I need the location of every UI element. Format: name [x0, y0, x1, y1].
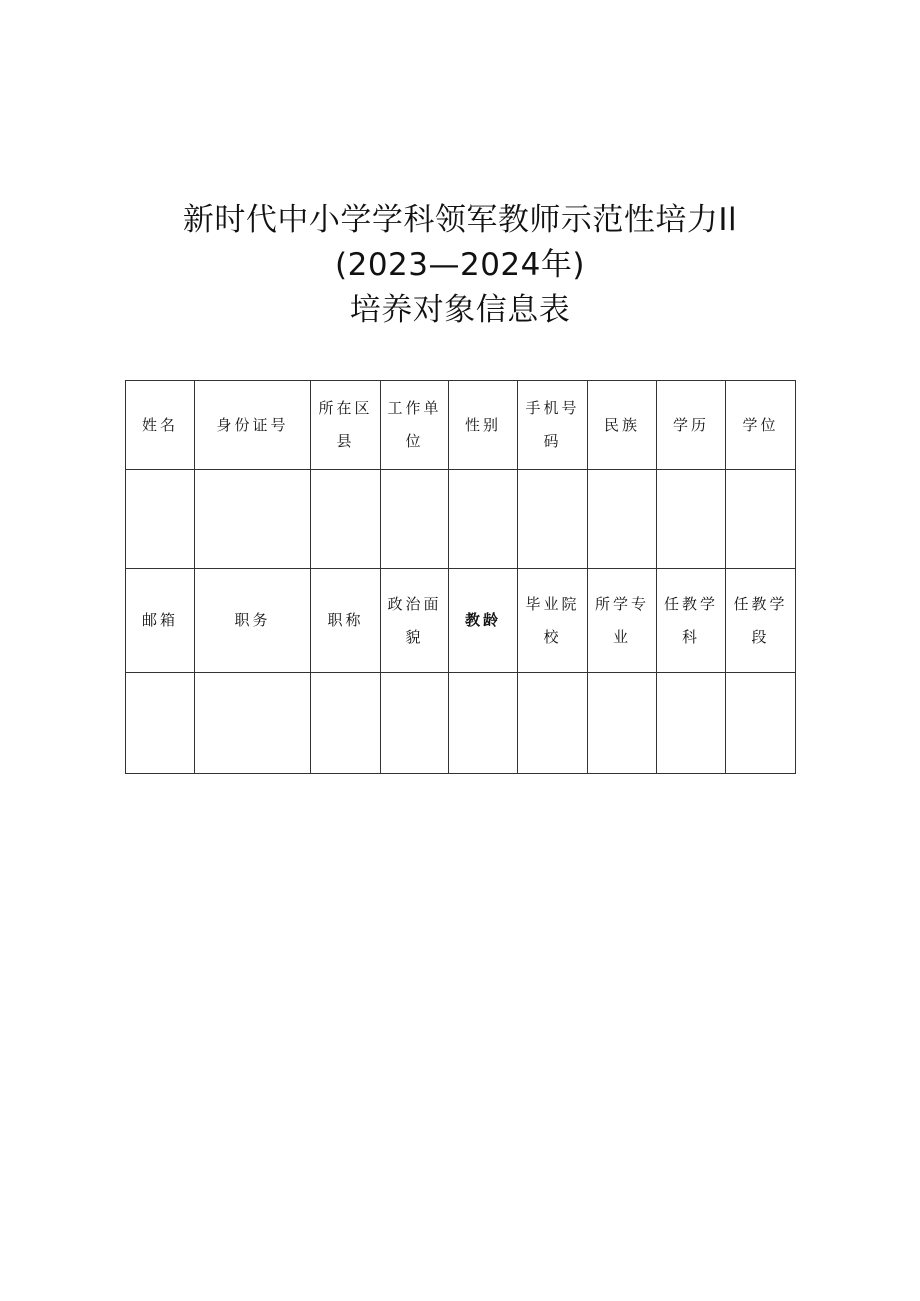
input-cell-major[interactable]	[588, 673, 657, 774]
header-row-2	[126, 569, 796, 673]
header-cell-id-number: 身份证号	[195, 381, 311, 470]
input-cell-position[interactable]	[195, 673, 311, 774]
header-cell-gender: 性别	[449, 381, 518, 470]
input-cell-ethnicity[interactable]	[588, 470, 657, 569]
title-line-1: 新时代中小学学科领军教师示范性培力Il	[182, 202, 738, 238]
header-cell-phone: 手机号码	[518, 381, 588, 470]
input-row-2	[126, 673, 796, 774]
input-cell-district[interactable]	[311, 470, 381, 569]
input-cell-teaching-level[interactable]	[726, 673, 796, 774]
input-cell-degree[interactable]	[726, 470, 796, 569]
input-cell-teaching-subject[interactable]	[657, 673, 726, 774]
document-title	[0, 198, 920, 333]
input-cell-email[interactable]	[126, 673, 195, 774]
header-cell-position: 职务	[195, 569, 311, 673]
info-form-table	[125, 380, 796, 774]
header-cell-name: 姓名	[126, 381, 195, 470]
input-cell-education[interactable]	[657, 470, 726, 569]
header-cell-teaching-level: 任教学段	[726, 569, 796, 673]
input-cell-political-status[interactable]	[381, 673, 449, 774]
header-cell-education: 学历	[657, 381, 726, 470]
title-line-2: (2023—2024年)	[335, 247, 585, 283]
header-cell-email: 邮箱	[126, 569, 195, 673]
input-cell-teaching-years[interactable]	[449, 673, 518, 774]
input-cell-id-number[interactable]	[195, 470, 311, 569]
title-line-3: 培养对象信息表	[349, 292, 571, 328]
input-cell-title[interactable]	[311, 673, 381, 774]
input-cell-gender[interactable]	[449, 470, 518, 569]
header-cell-graduate-school: 毕业院校	[518, 569, 588, 673]
header-cell-major: 所学专业	[588, 569, 657, 673]
input-cell-work-unit[interactable]	[381, 470, 449, 569]
input-row-1	[126, 470, 796, 569]
header-cell-ethnicity: 民族	[588, 381, 657, 470]
header-cell-degree: 学位	[726, 381, 796, 470]
header-cell-teaching-subject: 任教学科	[657, 569, 726, 673]
header-cell-title: 职称	[311, 569, 381, 673]
input-cell-graduate-school[interactable]	[518, 673, 588, 774]
header-cell-political-status: 政治面貌	[381, 569, 449, 673]
header-cell-work-unit: 工作单位	[381, 381, 449, 470]
header-row-1	[126, 381, 796, 470]
input-cell-phone[interactable]	[518, 470, 588, 569]
input-cell-name[interactable]	[126, 470, 195, 569]
header-cell-district: 所在区县	[311, 381, 381, 470]
header-cell-teaching-years: 教龄	[449, 569, 518, 673]
